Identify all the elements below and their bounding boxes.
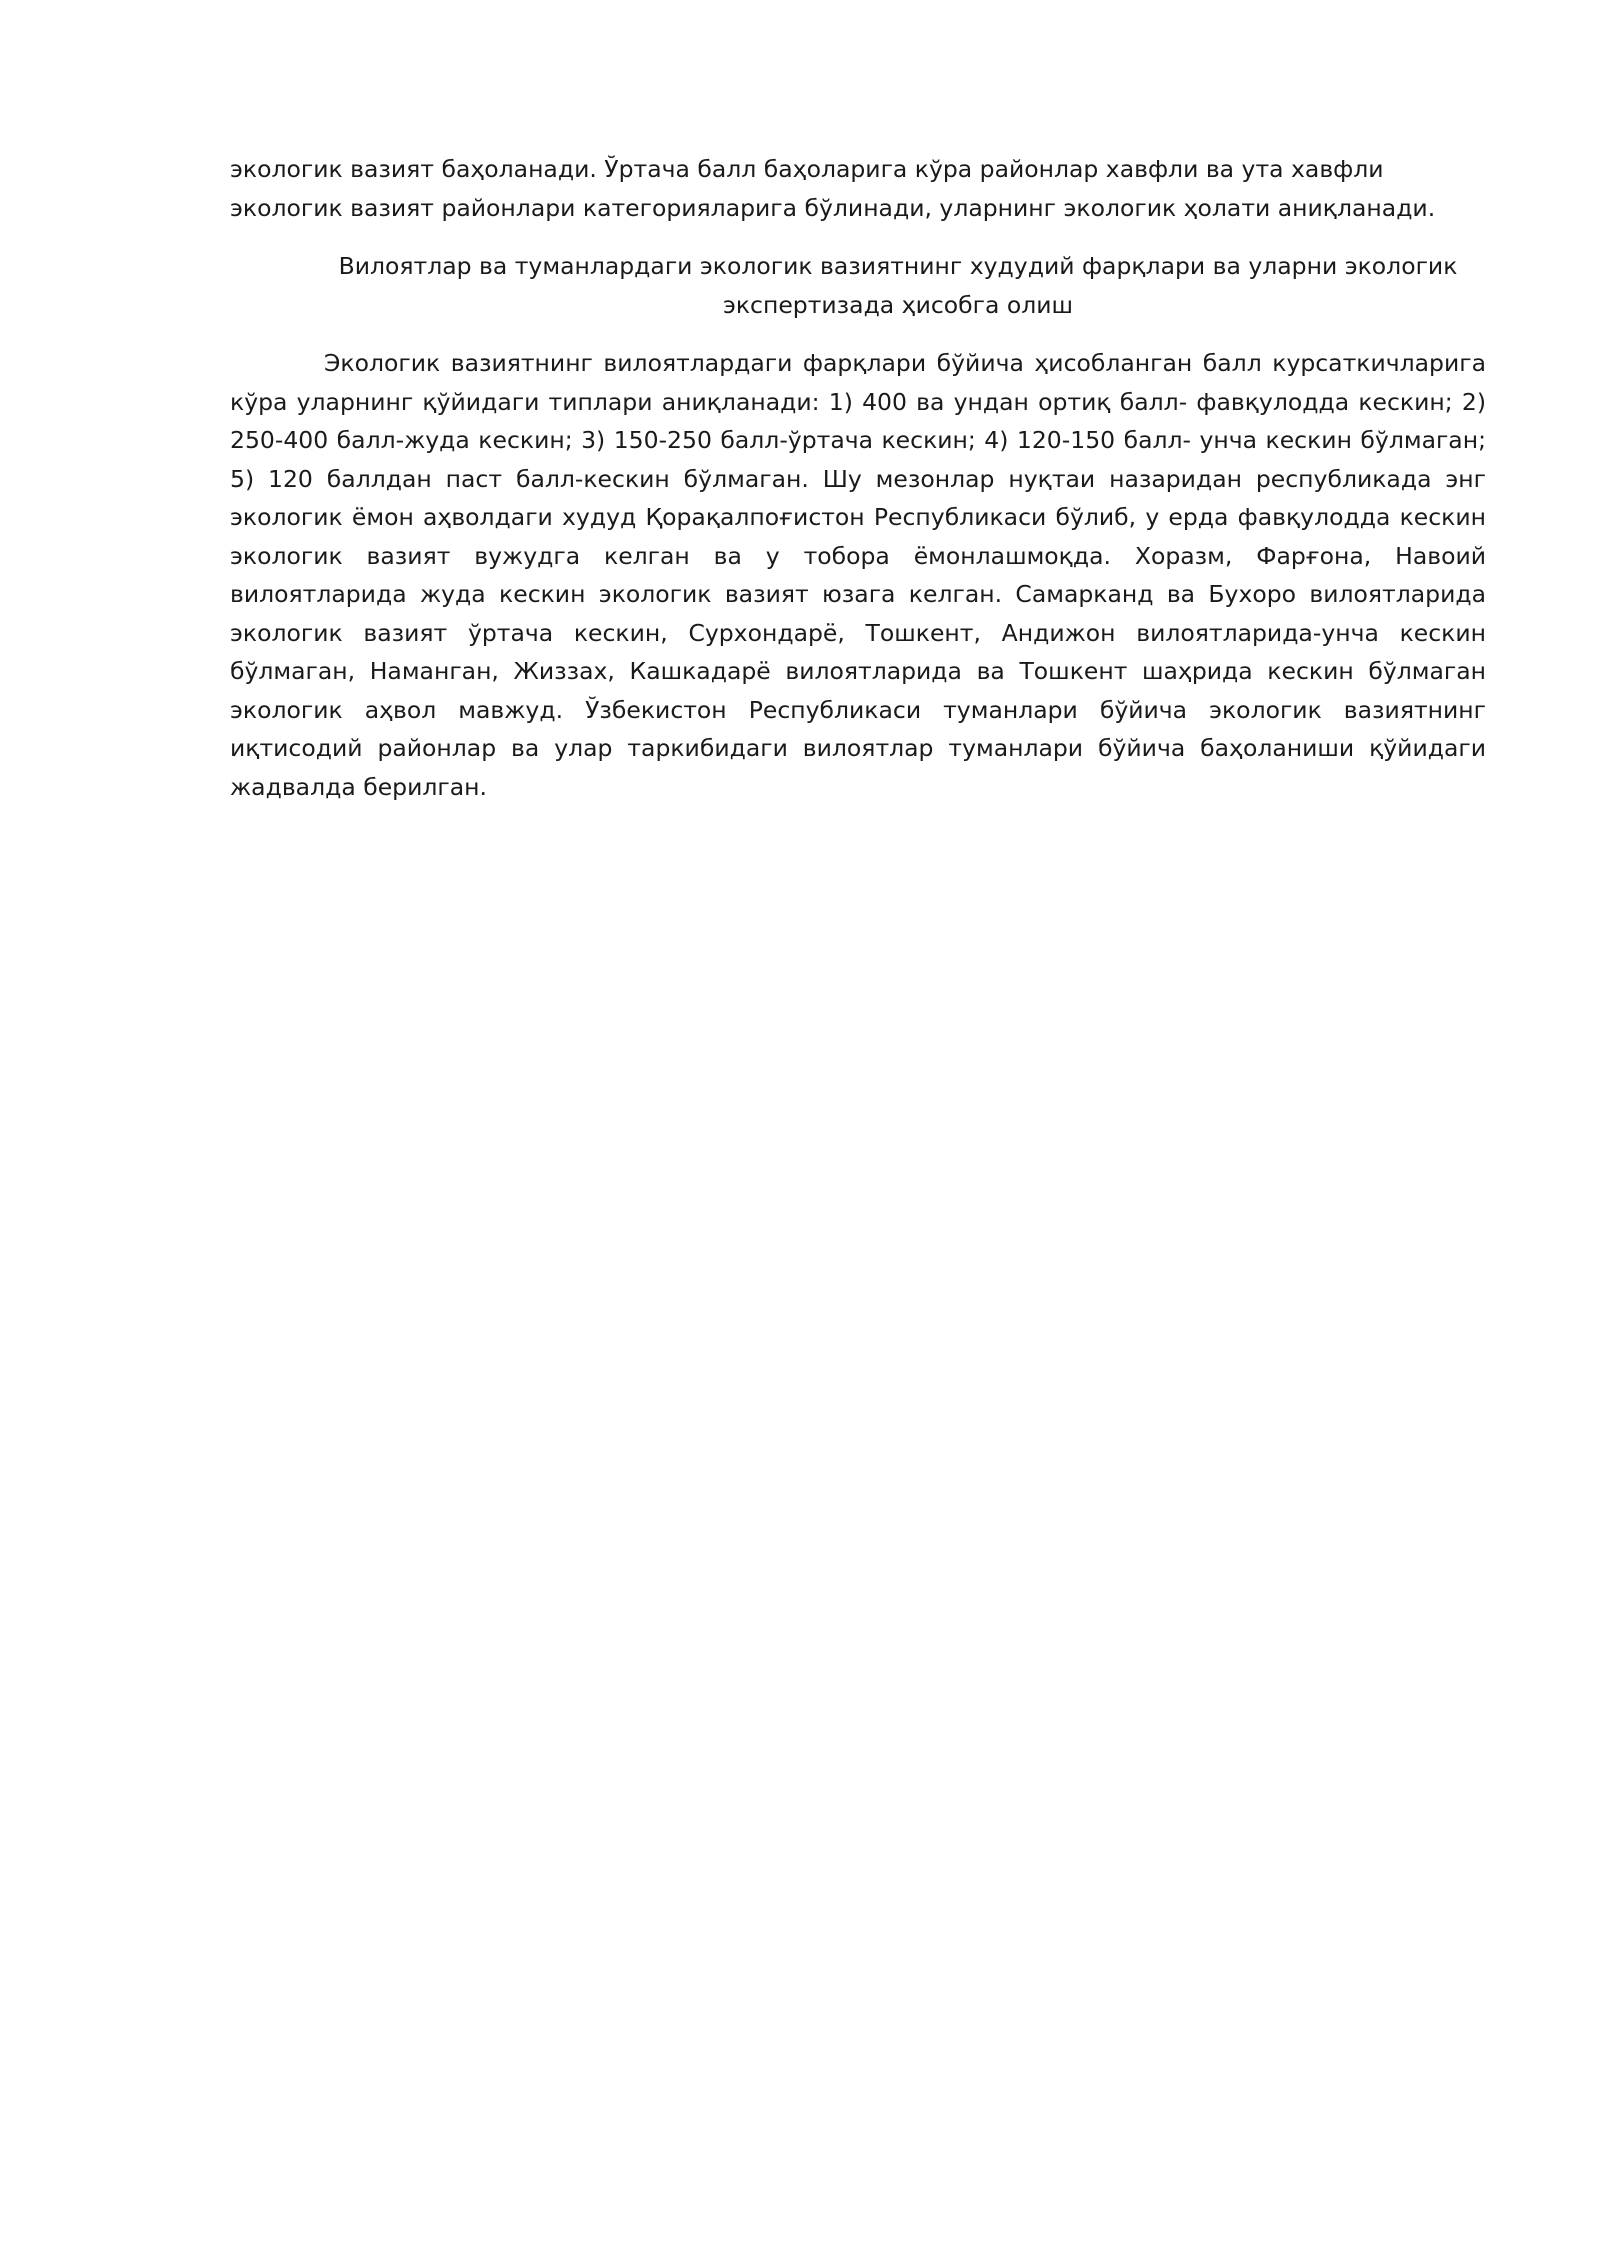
document-body (230, 150, 1486, 806)
paragraph-intro: экологик вазият баҳоланади. Ўртача балл баҳоларига кўра районлар хавфли ва ута хавфли экологик вазият районлари категорияларига бўлинади, уларнинг экологик ҳолати аниқланади. (230, 155, 1436, 222)
paragraph-main: Экологик вазиятнинг вилоятлардаги фарқлари бўйича ҳисобланган балл курсаткичларига кўра уларнинг қўйидаги типлари аниқланади: 1) 400 ва ундан ортиқ балл- фавқулодда кескин; 2) 250-400 балл-жуда кескин; 3) 150-250 балл-ўртача кескин; 4) 120-150 балл- унча кескин бўлмаган; 5) 120 баллдан паст балл-кескин бўлмаган. Шу мезонлар нуқтаи назаридан республикада энг экологик ёмон аҳволдаги худуд Қорақалпоғистон Республикаси бўлиб, у ерда фавқулодда кескин экологик вазият вужудга келган ва у тобора ёмонлашмоқда. Хоразм, Фарғона, Навоий вилоятларида жуда кескин экологик вазият юзага келган. Самарканд ва Бухоро вилоятларида экологик вазият ўртача кескин, Сурхондарё, Тошкент, Андижон вилоятларида-унча кескин бўлмаган, Наманган, Жиззах, Кашкадарё вилоятларида ва Тошкент шаҳрида кескин бўлмаган экологик аҳвол мавжуд. Ўзбекистон Республикаси туманлари бўйича экологик вазиятнинг иқтисодий районлар ва улар таркибидаги вилоятлар туманлари бўйича баҳоланиши қўйидаги жадвалда берилган. (230, 349, 1486, 801)
section-heading: Вилоятлар ва туманлардаги экологик вазиятнинг худудий фарқлари ва уларни экологик экспертизада ҳисобга олиш (338, 252, 1458, 319)
